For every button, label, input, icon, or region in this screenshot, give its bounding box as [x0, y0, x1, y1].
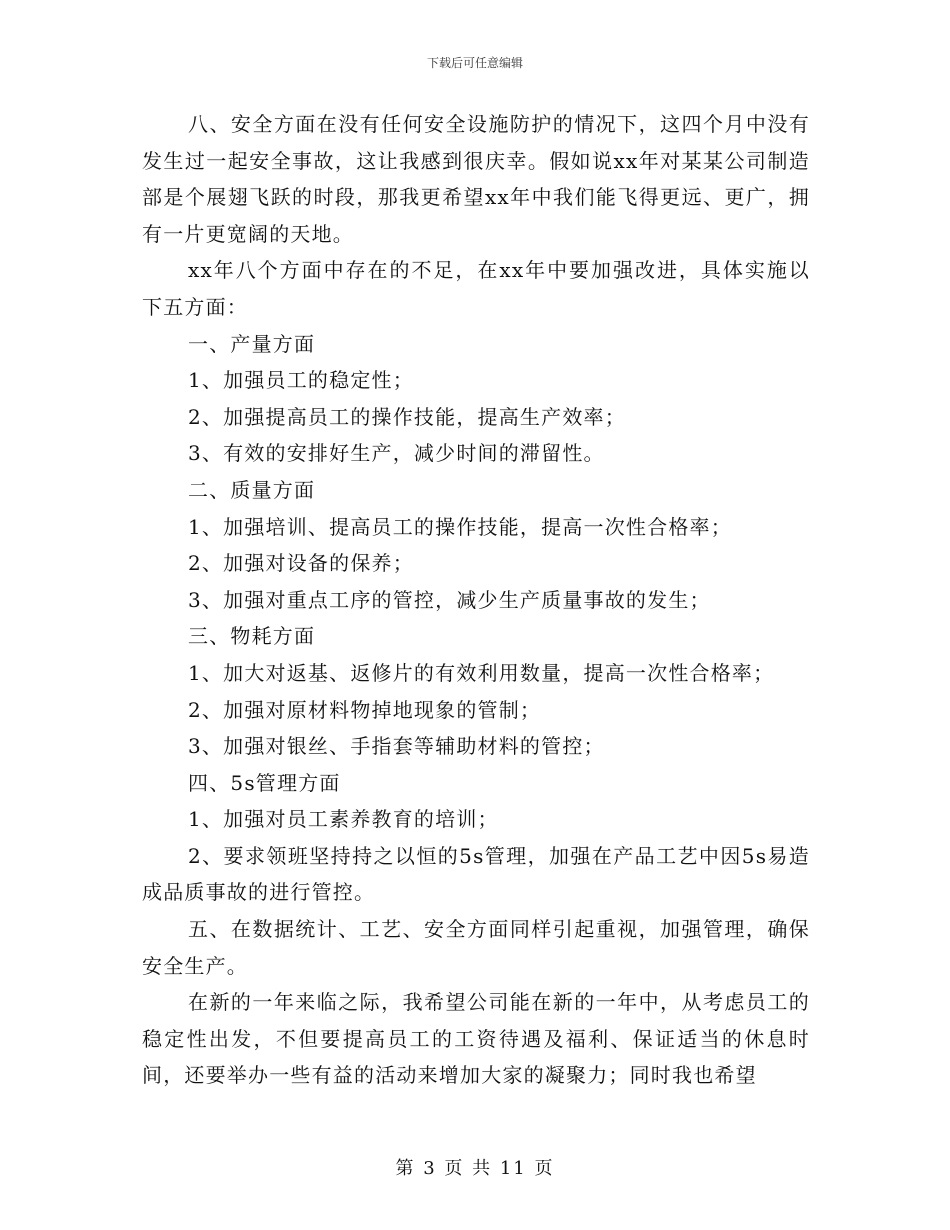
document-body [142, 106, 810, 1094]
list-item: 1、加强培训、提高员工的操作技能，提高一次性合格率； [188, 514, 732, 539]
paragraph-new-year: 在新的一年来临之际，我希望公司能在新的一年中，从考虑员工的稳定性出发，不但要提高员工的工资待遇及福利、保证适当的休息时间，还要举办一些有益的活动来增加大家的凝聚力；同时我也希望 [142, 990, 810, 1088]
section-heading-statistics: 五、在数据统计、工艺、安全方面同样引起重视，加强管理，确保安全生产。 [142, 917, 810, 978]
paragraph-improvements-intro: xx年八个方面中存在的不足，在xx年中要加强改进，具体实施以下五方面： [142, 258, 810, 319]
list-item: 3、加强对银丝、手指套等辅助材料的管控； [188, 734, 605, 759]
list-item: 1、加强对员工素养教育的培训； [188, 807, 499, 832]
list-item: 2、加强对原材料物掉地现象的管制； [188, 697, 542, 722]
list-item: 1、加大对返基、返修片的有效利用数量，提高一次性合格率； [188, 660, 775, 685]
page-number-footer: 第 3 页 共 11 页 [395, 1158, 555, 1179]
section-heading-5s: 四、5s管理方面 [188, 770, 341, 795]
list-item: 3、加强对重点工序的管控，减少生产质量事故的发生； [188, 587, 711, 612]
list-item: 3、有效的安排好生产，减少时间的滞留性。 [188, 441, 605, 466]
section-heading-consumption: 三、物耗方面 [188, 624, 316, 649]
paragraph-safety: 八、安全方面在没有任何安全设施防护的情况下，这四个月中没有发生过一起安全事故，这让我感到很庆幸。假如说xx年对某某公司制造部是个展翅飞跃的时段，那我更希望xx年中我们能飞得更远、更广，拥有一片更宽阔的天地。 [142, 112, 810, 246]
section-heading-output: 一、产量方面 [188, 331, 316, 356]
list-item: 1、加强员工的稳定性； [188, 368, 414, 393]
page-header: 下载后可任意编辑 [426, 56, 523, 70]
section-heading-quality: 二、质量方面 [188, 477, 316, 502]
list-item: 2、要求领班坚持持之以恒的5s管理，加强在产品工艺中因5s易造成品质事故的进行管控。 [142, 843, 810, 905]
list-item: 2、加强对设备的保养； [188, 551, 414, 576]
list-item: 2、加强提高员工的操作技能，提高生产效率； [188, 404, 626, 429]
